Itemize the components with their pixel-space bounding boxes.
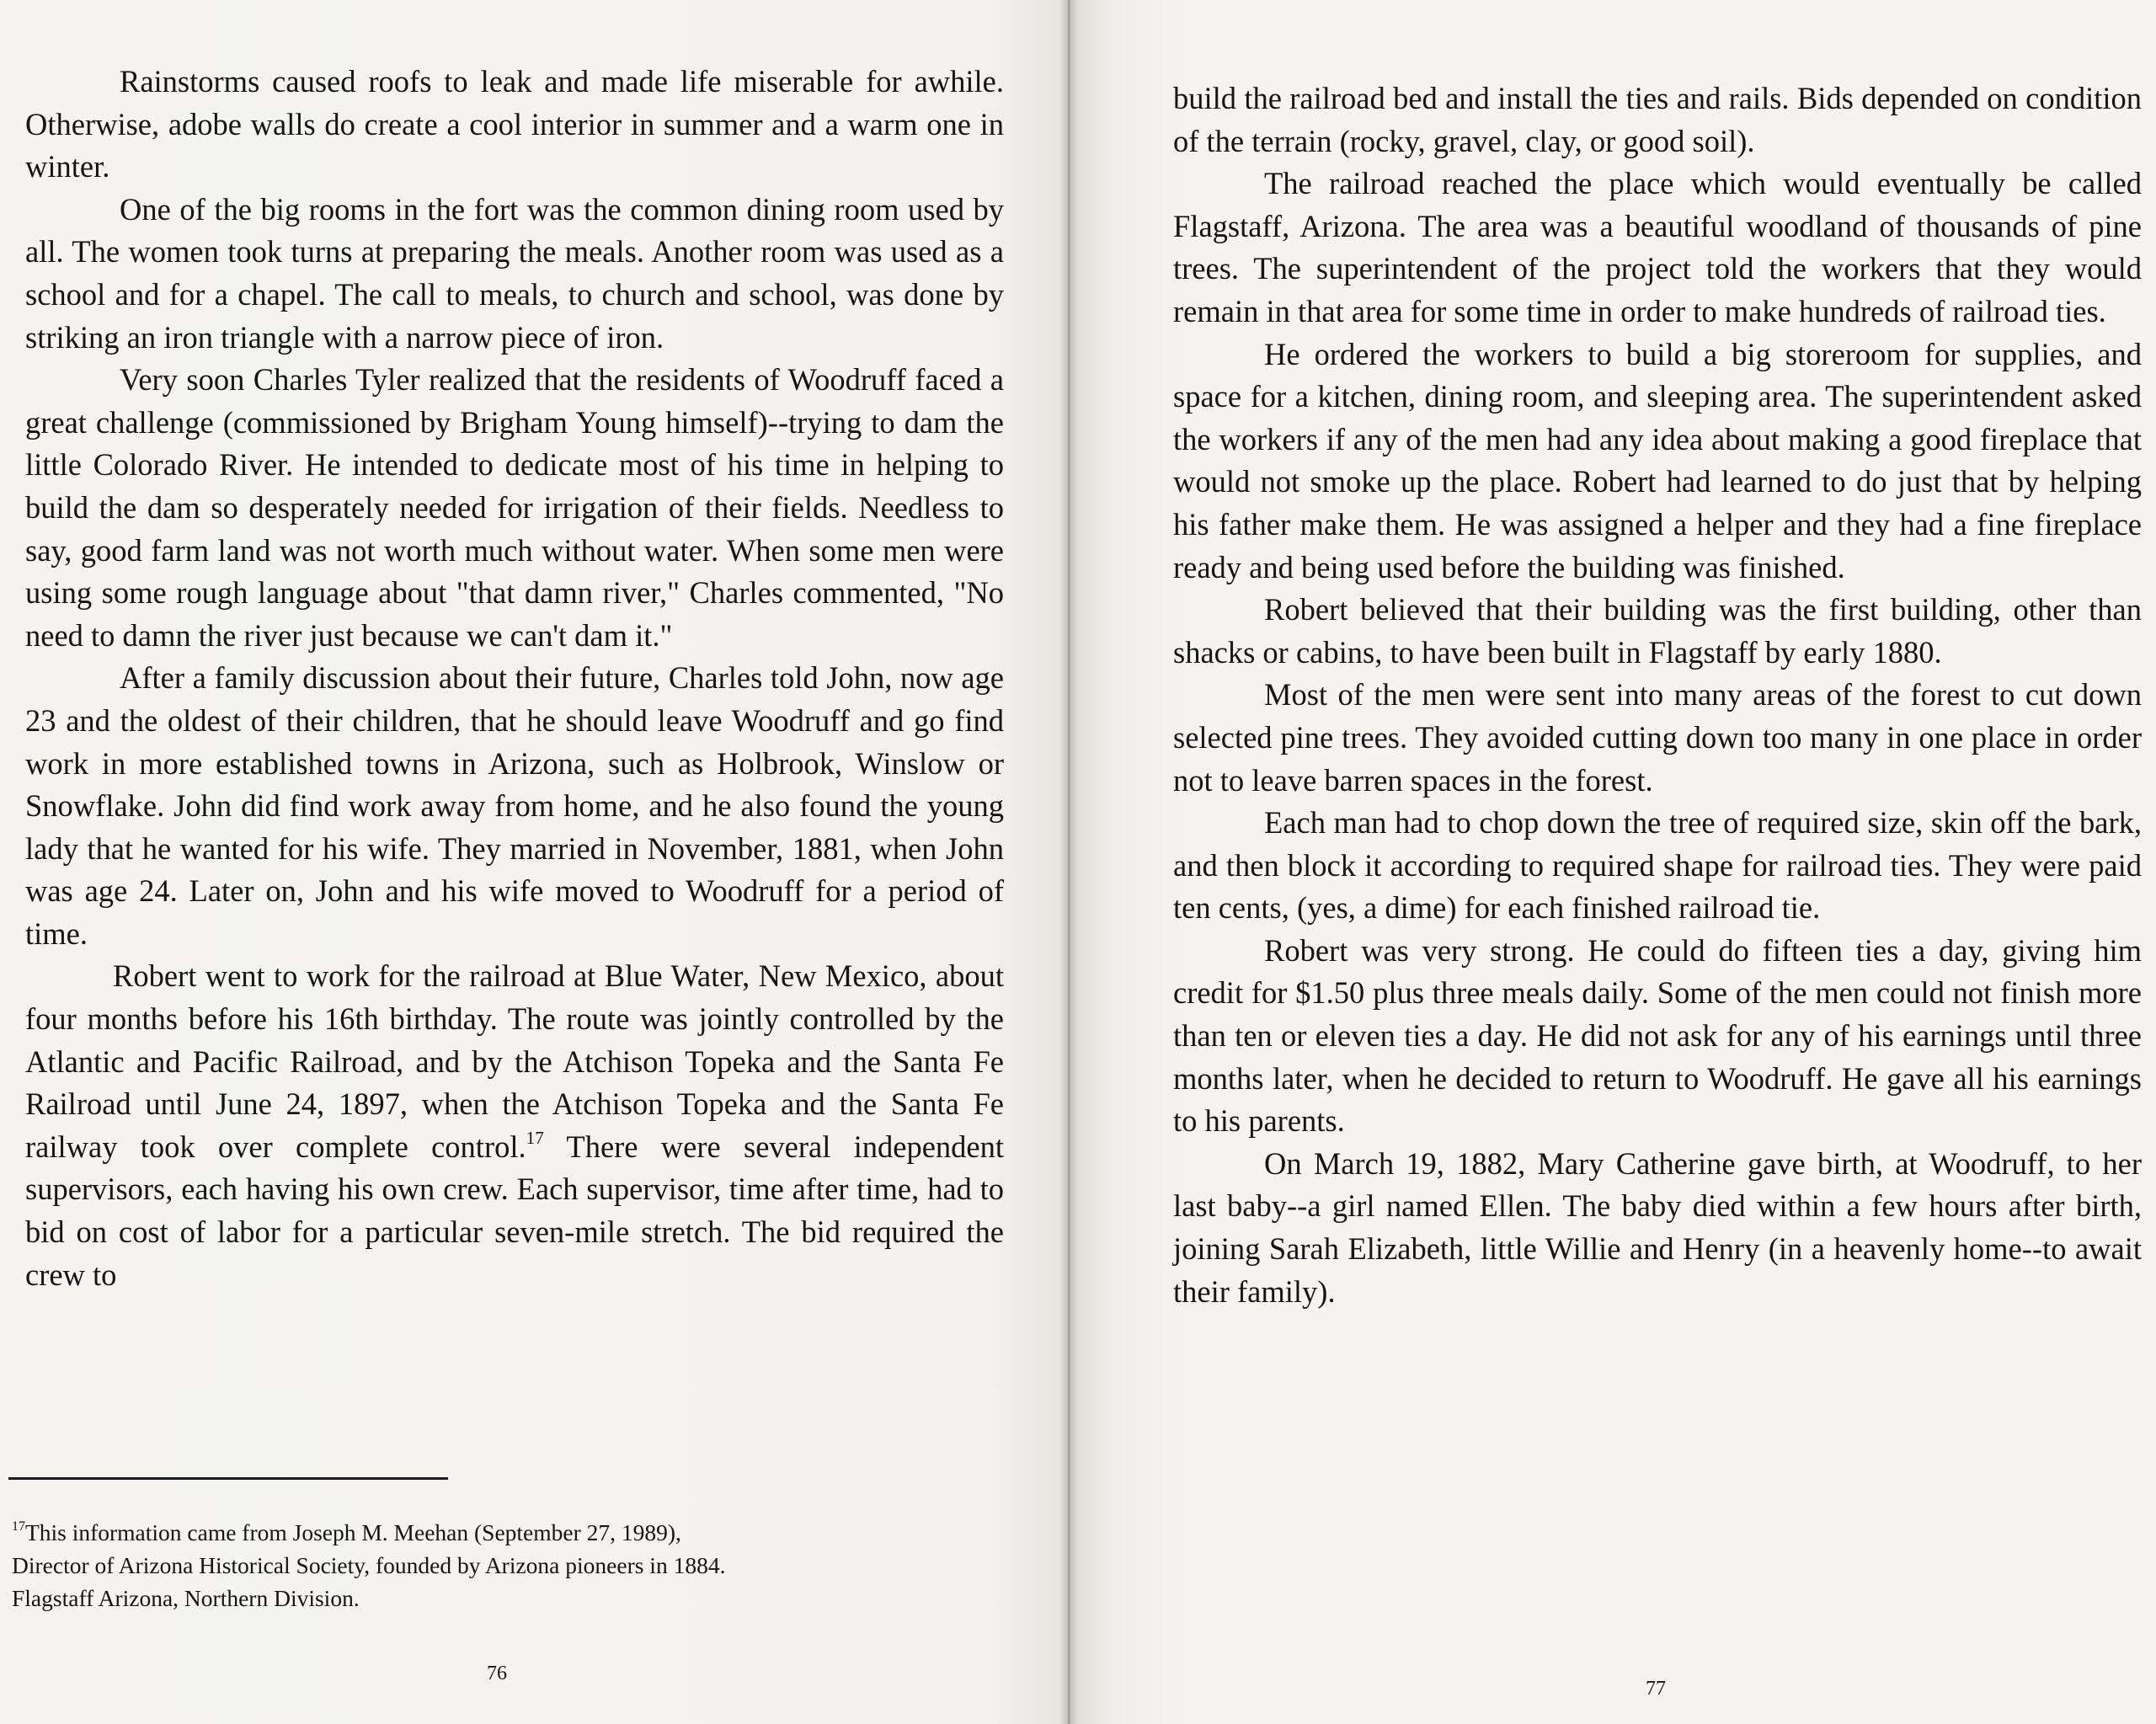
left-page bbox=[0, 0, 1068, 1724]
footnote-number: 17 bbox=[12, 1519, 25, 1535]
paragraph: The railroad reached the place which would eventually be called Flagstaff, Arizona. The area was a beautiful woodland of thousands of pine trees. The superintendent of the project told the workers that they would remain in that area for some time in order to make hundreds of railroad ties. bbox=[1173, 166, 2142, 328]
paragraph: Very soon Charles Tyler realized that the residents of Woodruff faced a great challenge (commissioned by Brigham Young himself)--trying to dam the little Colorado River. He intended to dedicate most of his time in helping to build the dam so desperately needed for irrigation of their fields. Needless to say, good farm land was not worth much without water. When some men were using some rough language about "that damn river," Charles commented, "No need to damn the river just because we can't dam it." bbox=[25, 362, 1004, 653]
page-number: 76 bbox=[487, 1663, 507, 1684]
paragraph bbox=[25, 955, 1004, 1296]
book-gutter bbox=[1059, 0, 1078, 1724]
footnote-reference: 17 bbox=[526, 1127, 544, 1148]
paragraph: Rainstorms caused roofs to leak and made life miserable for awhile. Otherwise, adobe walls do create a cool interior in summer and a warm one in winter. bbox=[25, 64, 1004, 184]
paragraph: Most of the men were sent into many areas of the forest to cut down selected pine trees. They avoided cutting down too many in one place in order not to leave barren spaces in the forest. bbox=[1173, 677, 2142, 798]
paragraph: Robert believed that their building was the first building, other than shacks or cabins, to have been built in Flagstaff by early 1880. bbox=[1173, 592, 2142, 670]
footnote-text: This information came from Joseph M. Meehan (September 27, 1989), bbox=[24, 1519, 681, 1545]
paragraph: On March 19, 1882, Mary Catherine gave birth, at Woodruff, to her last baby--a girl named Ellen. The baby died within a few hours after birth, joining Sarah Elizabeth, little Willie and Henry (in a heavenly home--to await their family). bbox=[1173, 1145, 2142, 1309]
right-page bbox=[1068, 0, 2156, 1724]
paragraph: After a family discussion about their future, Charles told John, now age 23 and the oldest of their children, that he should leave Woodruff and go find work in more established towns in Arizona, such as Holbrook, Winslow or Snowflake. John did find work away from home, and he also found the young lady that he wanted for his wife. They married in November, 1881, when John was age 24. Later on, John and his wife moved to Woodruff for a period of time. bbox=[25, 660, 1004, 951]
footnote bbox=[12, 1516, 980, 1615]
paragraph: One of the big rooms in the fort was the common dining room used by all. The women took turns at preparing the meals. Another room was used as a school and for a chapel. The call to meals, to church and school, was done by striking an iron triangle with a narrow piece of iron. bbox=[25, 191, 1004, 355]
paragraph-text: There were several independent supervisors, each having his own crew. Each supervisor, time after time, had to bid on cost of labor for a particular seven-mile stretch. The bid required the crew to bbox=[25, 1129, 1005, 1292]
paragraph-continuation: build the railroad bed and install the ties and rails. Bids depended on condition of the terrain (rocky, gravel, clay, or good soil). bbox=[1173, 81, 2142, 158]
page-number: 77 bbox=[1646, 1678, 1666, 1700]
paragraph: He ordered the workers to build a big storeroom for supplies, and space for a kitchen, dining room, and sleeping area. The superintendent asked the workers if any of the men had any idea about making a good fireplace that would not smoke up the place. Robert had learned to do just that by helping his father make them. He was assigned a helper and they had a fine fireplace ready and being used before the building was finished. bbox=[1173, 336, 2142, 584]
paragraph: Each man had to chop down the tree of required size, skin off the bark, and then block it according to required shape for railroad ties. They were paid ten cents, (yes, a dime) for each finished railroad tie. bbox=[1173, 805, 2142, 926]
footnote-divider bbox=[8, 1477, 448, 1480]
paragraph: Robert was very strong. He could do fifteen ties a day, giving him credit for $1.50 plus three meals daily. Some of the men could not finish more than ten or eleven ties a day. He did not ask for any of his earnings until three months later, when he decided to return to Woodruff. He gave all his earnings to his parents. bbox=[1173, 932, 2142, 1139]
footnote-line: Flagstaff Arizona, Northern Division. bbox=[12, 1585, 360, 1611]
right-page-body bbox=[1173, 77, 2142, 1313]
paragraph-text: Robert went to work for the railroad at Blue Water, New Mexico, about four months before his 16th birthday. The route was jointly controlled by the Atlantic and Pacific Railroad, and by the Atchison Topeka and the Santa Fe Railroad until June 24, 1897, when the Atchison Topeka and the Santa Fe railway took over complete control. bbox=[25, 958, 1004, 1164]
footnote-line: Director of Arizona Historical Society, founded by Arizona pioneers in 1884. bbox=[12, 1552, 726, 1578]
footnote-line bbox=[12, 1516, 980, 1549]
left-page-body bbox=[25, 61, 1004, 1296]
